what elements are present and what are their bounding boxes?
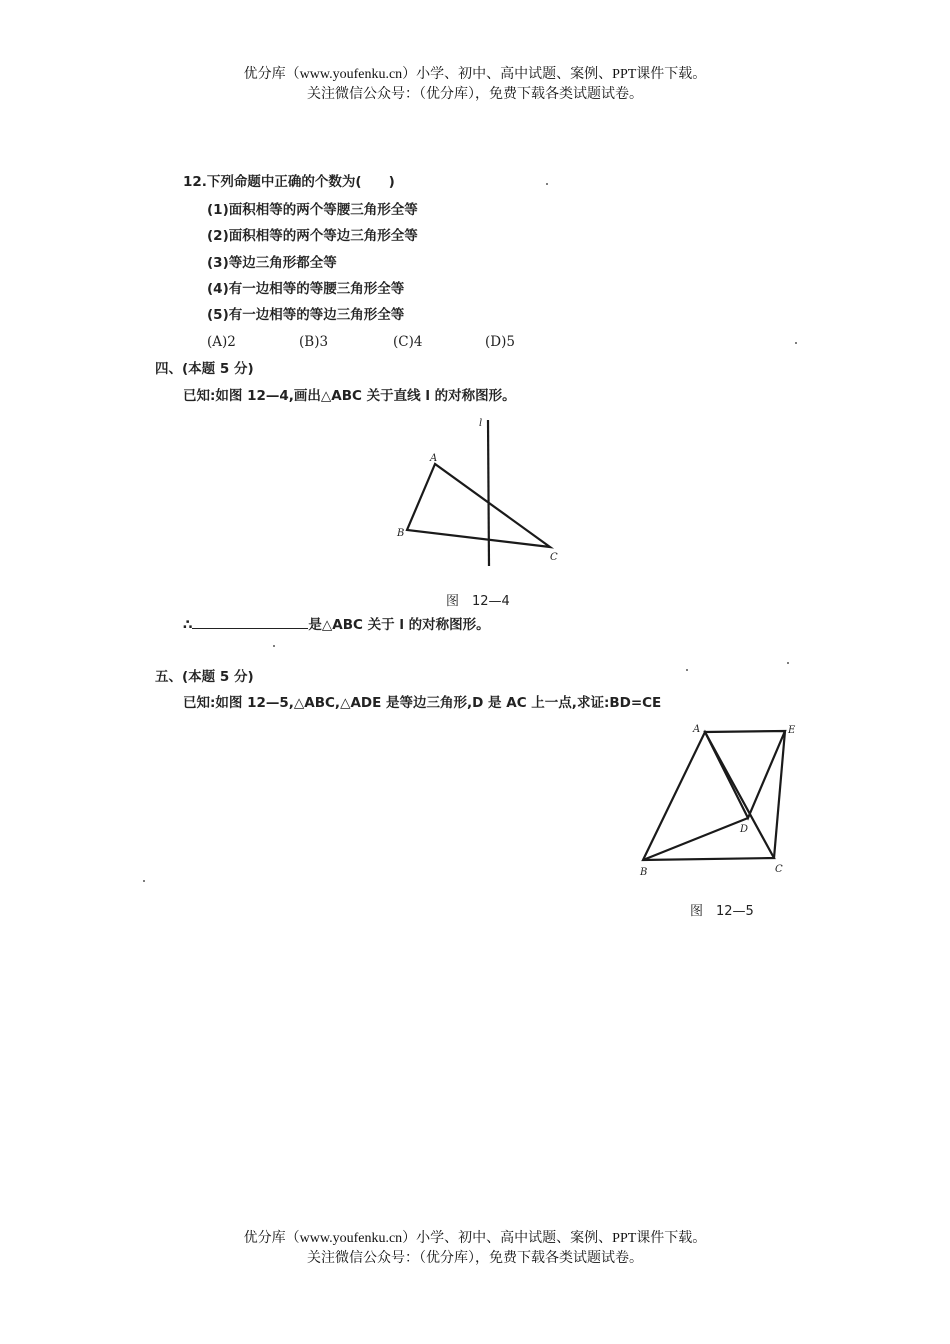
scan-speck bbox=[787, 662, 789, 664]
label-d: D bbox=[740, 824, 749, 835]
triangle-abc bbox=[643, 732, 774, 860]
label-b: B bbox=[397, 528, 405, 539]
label-a: A bbox=[430, 453, 438, 464]
header-line-1: 优分库（www.youfenku.cn）小学、初中、高中试题、案例、PPT课件下载。 bbox=[243, 67, 707, 82]
q12-option-a: (A)2 bbox=[207, 334, 236, 350]
footer-line-1: 优分库（www.youfenku.cn）小学、初中、高中试题、案例、PPT课件下载。 bbox=[243, 1231, 707, 1246]
line-l bbox=[488, 420, 489, 566]
figure-12-4 bbox=[390, 412, 570, 574]
footer-line-2: 关注微信公众号：（优分库），免费下载各类试题试卷。 bbox=[307, 1251, 643, 1266]
scan-speck bbox=[686, 669, 688, 671]
s4-problem-text: 已知:如图 12—4,画出△ABC 关于直线 l 的对称图形。 bbox=[183, 388, 516, 404]
scan-speck bbox=[273, 645, 275, 647]
q12-option-b: (B)3 bbox=[299, 334, 329, 350]
label-l: l bbox=[479, 418, 483, 429]
q12-item-3: (3)等边三角形都全等 bbox=[207, 255, 337, 271]
figure-12-4-caption: 图 12—4 bbox=[446, 594, 510, 609]
label-b: B bbox=[640, 867, 648, 878]
label-e: E bbox=[788, 725, 796, 736]
scan-speck bbox=[143, 880, 145, 882]
answer-suffix: 是△ABC 关于 l 的对称图形。 bbox=[308, 617, 490, 633]
q12-item-2: (2)面积相等的两个等边三角形全等 bbox=[207, 228, 418, 244]
s5-problem-text: 已知:如图 12—5,△ABC,△ADE 是等边三角形,D 是 AC 上一点,求证:BD=CE bbox=[183, 695, 662, 711]
s5-heading: 五、(本题 5 分) bbox=[155, 669, 254, 685]
label-c: C bbox=[550, 552, 558, 563]
answer-blank bbox=[192, 616, 308, 629]
q12-option-c: (C)4 bbox=[393, 334, 423, 350]
label-c: C bbox=[775, 864, 783, 875]
q12-item-1: (1)面积相等的两个等腰三角形全等 bbox=[207, 202, 418, 218]
therefore-symbol: ∴ bbox=[183, 617, 193, 633]
q12-option-d: (D)5 bbox=[485, 334, 515, 350]
scan-speck bbox=[546, 183, 548, 185]
segment-bd bbox=[643, 818, 748, 860]
triangle-abc bbox=[407, 464, 550, 547]
figure-12-5 bbox=[630, 720, 810, 882]
label-a: A bbox=[693, 724, 701, 735]
s4-heading: 四、(本题 5 分) bbox=[155, 361, 254, 377]
q12-stem: 12.下列命题中正确的个数为( ) bbox=[183, 174, 395, 190]
s4-answer-line bbox=[183, 616, 490, 634]
scan-speck bbox=[795, 342, 797, 344]
header-line-2: 关注微信公众号：（优分库），免费下载各类试题试卷。 bbox=[307, 87, 643, 102]
figure-12-5-caption: 图 12—5 bbox=[690, 904, 754, 919]
q12-item-5: (5)有一边相等的等边三角形全等 bbox=[207, 307, 405, 323]
q12-item-4: (4)有一边相等的等腰三角形全等 bbox=[207, 281, 405, 297]
segment-ce bbox=[774, 731, 785, 858]
